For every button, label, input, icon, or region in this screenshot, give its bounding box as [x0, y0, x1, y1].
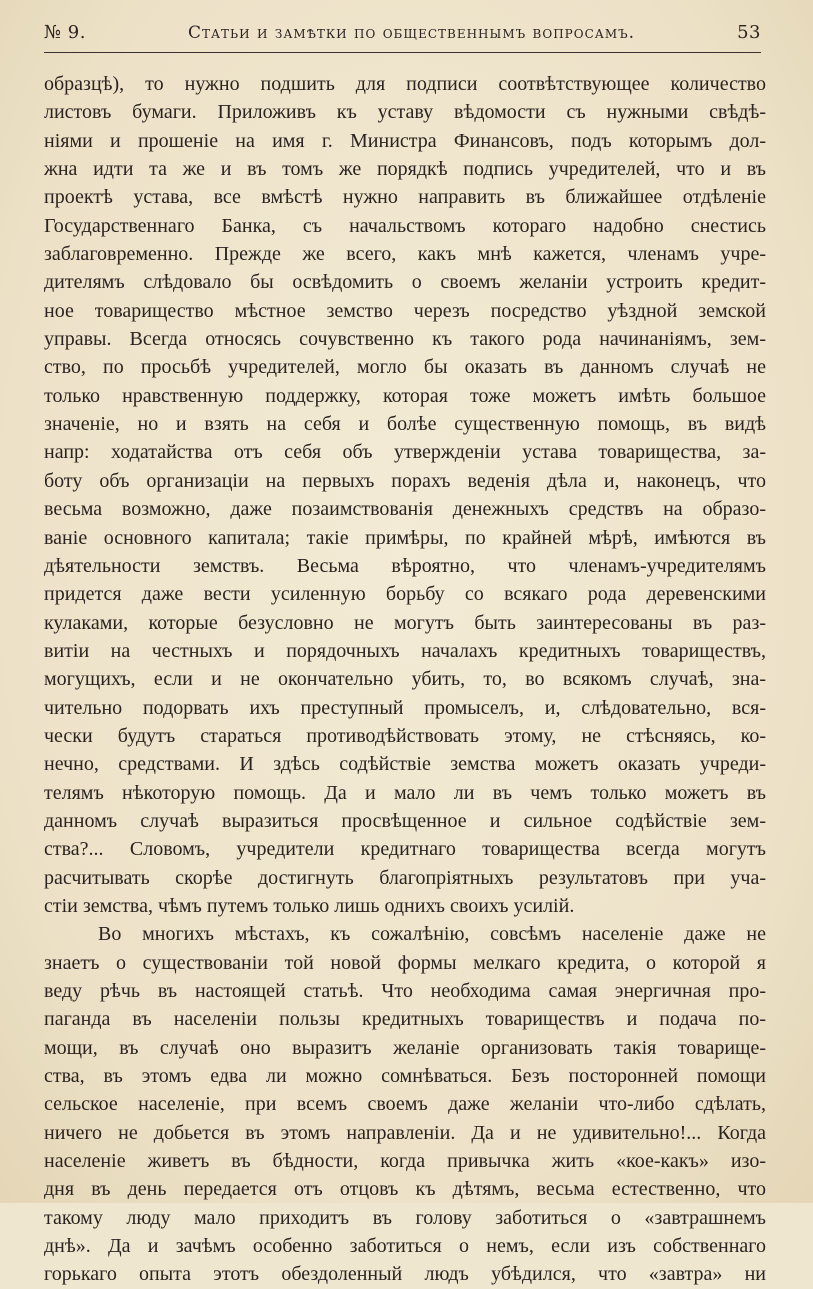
text-line: ство, по просьбѣ учредителей, могло бы оказать въ данномъ случаѣ не — [44, 356, 766, 379]
header-rule — [44, 52, 761, 53]
text-line: ства?... Словомъ, учредители кредитнаго товарищества всегда могутъ — [44, 838, 766, 861]
text-line: нечно, средствами. И здѣсь содѣйствіе земства можетъ оказать учреди- — [44, 753, 766, 776]
text-line: данномъ случаѣ выразиться просвѣщенное и сильное содѣйствіе зем- — [44, 809, 766, 832]
text-line: листовъ бумаги. Приложивъ къ уставу вѣдомости съ нужными свѣдѣ- — [44, 101, 766, 124]
text-line: знаетъ о существованіи той новой формы мелкаго кредита, о которой я — [44, 951, 766, 974]
text-line: значеніе, но и взять на себя и болѣе существенную помощь, въ видѣ — [44, 413, 766, 436]
text-line: Государственнаго Банка, съ начальствомъ котораго надобно снестись — [44, 214, 766, 237]
text-line: дителямъ слѣдовало бы освѣдомить о своемъ желаніи устроить кредит- — [44, 271, 766, 294]
text-line: придется даже вести усиленную борьбу со всякаго рода деревенскими — [44, 583, 766, 606]
text-line: дня въ день передается отъ отцовъ къ дѣтямъ, весьма естественно, что — [44, 1178, 766, 1201]
text-line: жна идти та же и въ томъ же порядкѣ подпись учредителей, что и въ — [44, 158, 766, 181]
text-line: кулаками, которые безусловно не могутъ быть заинтересованы въ раз- — [44, 611, 766, 634]
text-line: управы. Всегда относясь сочувственно къ такого рода начинаніямъ, зем- — [44, 328, 766, 351]
page-number: 53 — [737, 22, 761, 43]
text-line: веду рѣчь въ настоящей статьѣ. Что необходима самая энергичная про- — [44, 980, 766, 1002]
text-line: стіи земства, чѣмъ путемъ только лишь однихъ своихъ усилій. — [44, 894, 575, 917]
text-line: дѣятельности земствъ. Весьма вѣроятно, что членамъ-учредителямъ — [44, 554, 766, 577]
text-line: чительно подорвать ихъ преступный промыселъ, и, слѣдовательно, вся- — [44, 696, 766, 719]
text-line: днѣ». Да и зачѣмъ особенно заботиться о немъ, если изъ собственнаго — [44, 1235, 766, 1258]
text-line: горькаго опыта этотъ обездоленный людъ убѣдился, что «завтра» ни — [44, 1263, 766, 1286]
text-line: ства, въ этомъ едва ли можно сомнѣваться. Безъ посторонней помощи — [44, 1065, 766, 1088]
text-line: образцѣ), то нужно подшить для подписи соотвѣтствующее количество — [44, 73, 766, 95]
text-line: могущихъ, если и не окончательно убить, то, во всякомъ случаѣ, зна- — [44, 668, 766, 691]
text-line: телямъ нѣкоторую помощь. Да и мало ли въ чемъ только можетъ въ — [44, 781, 766, 804]
running-header — [44, 22, 761, 50]
paragraph-1 — [44, 70, 766, 920]
paragraph-2 — [44, 920, 766, 1288]
text-line: ное товарищество мѣстное земство черезъ посредство уѣздной земской — [44, 299, 766, 322]
text-line: мощи, въ случаѣ оно выразитъ желаніе организовать такія товарище- — [44, 1036, 766, 1059]
article-body — [44, 70, 766, 1289]
issue-number: № 9. — [44, 22, 86, 43]
text-line: сельское населеніе, при всемъ своемъ даже желаніи что-либо сдѣлать, — [44, 1093, 766, 1116]
text-line: проектѣ устава, все вмѣстѣ нужно направить въ ближайшее отдѣленіе — [44, 186, 766, 209]
text-line: населеніе живетъ въ бѣдности, когда привычка жить «кое-какъ» изо- — [44, 1150, 766, 1173]
text-line: ничего не добьется въ этомъ направленіи. Да и не удивительно!... Когда — [44, 1121, 766, 1144]
text-line: ваніе основного капитала; такіе примѣры, по крайней мѣрѣ, имѣются въ — [44, 526, 766, 549]
text-line: паганда въ населеніи пользы кредитныхъ товариществъ и подача по- — [44, 1008, 766, 1031]
text-line: боту объ организаціи на первыхъ порахъ веденія дѣла и, наконецъ, что — [44, 469, 766, 492]
text-line: чески будутъ стараться противодѣйствовать этому, не стѣсняясь, ко- — [44, 724, 766, 747]
text-line: напр: ходатайства отъ себя объ утвержденіи устава товарищества, за- — [44, 441, 766, 464]
text-line: витіи на честныхъ и порядочныхъ началахъ кредитныхъ товариществъ, — [44, 639, 766, 662]
text-line: весьма возможно, даже позаимствованія денежныхъ средствъ на образо- — [44, 498, 766, 521]
section-title: Статьи и замѣтки по общественнымъ вопросамъ. — [187, 23, 636, 43]
text-line: Во многихъ мѣстахъ, къ сожалѣнію, совсѣмъ населеніе даже не — [98, 923, 766, 946]
text-line: ніями и прошеніе на имя г. Министра Финансовъ, подъ которымъ дол- — [44, 129, 766, 152]
text-line: заблаговременно. Прежде же всего, какъ мнѣ кажется, членамъ учре- — [44, 243, 766, 266]
text-line: расчитывать скорѣе достигнуть благопріятныхъ результатовъ при уча- — [44, 866, 766, 889]
text-line: такому люду мало приходитъ въ голову заботиться о «завтрашнемъ — [44, 1206, 766, 1229]
text-line: только нравственную поддержку, которая тоже можетъ имѣть большое — [44, 384, 766, 407]
